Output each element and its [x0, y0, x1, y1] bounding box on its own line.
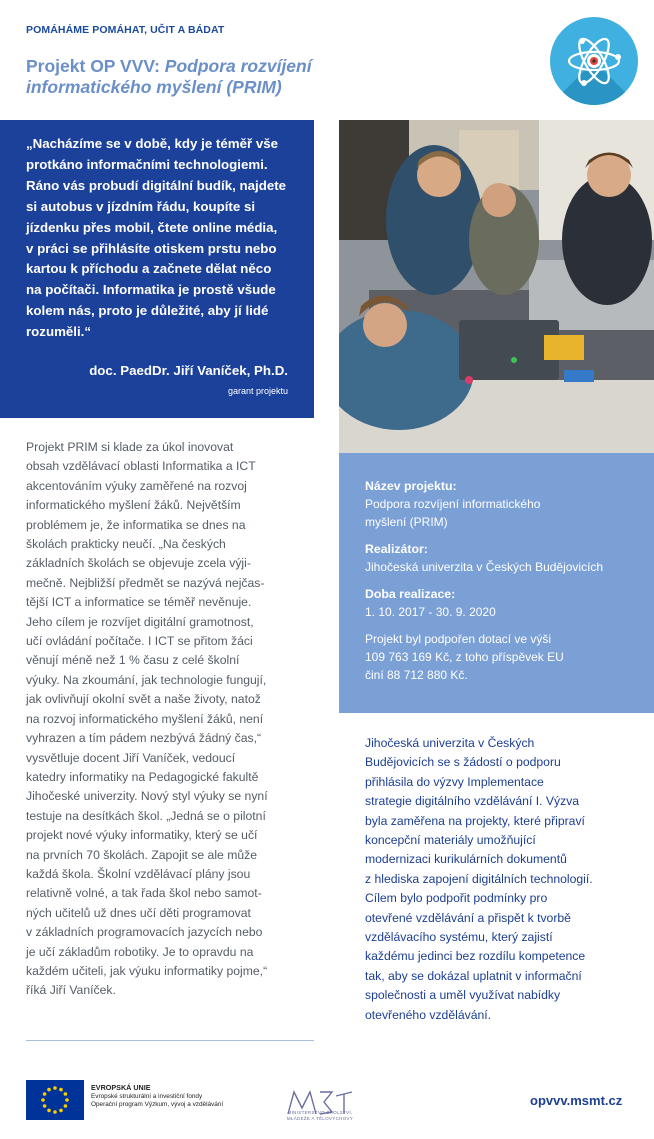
right-line: vzdělávacího systému, který zajistí: [365, 930, 553, 945]
duration-label: Doba realizace:: [365, 587, 456, 601]
title-italic-line1: Podpora rozvíjení: [164, 56, 312, 76]
quote-line: v práci se přihlásíte otiskem prstu nebo: [26, 240, 277, 256]
quote-line: kartou k příchodu a začnete dělat něco: [26, 261, 272, 277]
body-line: katedry informatiky na Pedagogické fakultě: [26, 769, 259, 784]
eu-line2: Evropské strukturální a investiční fondy: [91, 1092, 203, 1100]
body-line: testuje na desítkách škol. „Jedná se o pilotní: [26, 808, 266, 823]
eu-line1: EVROPSKÁ UNIE: [91, 1083, 151, 1092]
body-line: každá škola. Školní vzdělávací plány jsou: [26, 866, 251, 881]
body-line: říká Jiří Vaníček.: [26, 983, 116, 998]
quote-line: si autobus v jízdním řádu, koupíte si: [26, 198, 256, 214]
implementer-value: Jihočeská univerzita v Českých Budějovicích: [365, 560, 604, 574]
eu-caption: [91, 1084, 223, 1110]
right-line: koncepční materiály umožňující: [365, 833, 536, 848]
project-name-value: [365, 495, 630, 531]
body-line: Jihočeské univerzity. Nový styl výuky se nyní: [26, 789, 268, 804]
body-line: informatického myšlení žáků. Největším: [26, 498, 241, 513]
right-line: Budějovicích se s žádostí o podporu: [365, 755, 561, 770]
body-line: akcentováním výuky zaměřené na rozvoj: [26, 478, 247, 493]
article-body: [26, 438, 316, 1001]
call-description: [365, 734, 633, 1025]
photo-illustration: [339, 120, 654, 453]
msmt-line1: MINISTERSTVO ŠKOLSTVÍ,: [287, 1110, 353, 1115]
funding-line: 109 763 169 Kč, z toho příspěvek EU: [365, 650, 564, 664]
website-link[interactable]: opvvv.msmt.cz: [530, 1093, 623, 1108]
body-line: ných učitelů už dnes učí děti programovat: [26, 905, 251, 920]
funding-text: [365, 630, 630, 684]
body-line: relativně volné, a tak řada škol nebo samot-: [26, 886, 262, 901]
body-line: v základních programovacích jazycích nebo: [26, 925, 263, 940]
eu-stars: [26, 1080, 84, 1120]
body-line: vysvětluje docent Jiří Vaníček, vedoucí: [26, 750, 236, 765]
body-line: je učí základům robotiky. Je to opravdu na: [26, 944, 254, 959]
body-line: vyhrazen a tím pádem nezbývá žádný čas,“: [26, 731, 262, 746]
right-line: společnosti a uměl využívat nabídky: [365, 988, 561, 1003]
tagline: POMÁHÁME POMÁHAT, UČIT A BÁDAT: [26, 24, 225, 36]
body-line: na rozvoj informatického myšlení žáků, není: [26, 711, 264, 726]
body-line: každém učiteli, jak výuku informatiky pojme,“: [26, 963, 268, 978]
right-line: otevřené vzdělávání a přispět k tvorbě: [365, 910, 571, 925]
funding-line: Projekt byl podpořen dotací ve výši: [365, 632, 552, 646]
project-name-label: Název projektu:: [365, 479, 457, 493]
quote-line: kolem nás, proto je důležité, aby jí lidé: [26, 303, 269, 319]
body-line: obsah vzdělávací oblasti Informatika a ICT: [26, 459, 256, 474]
body-line: věnují méně než 1 % času z celé školní: [26, 653, 240, 668]
body-line: Jeho cílem je rozvíjet digitální gramotnost,: [26, 614, 254, 629]
right-line: Cílem bylo podpořit podmínky pro: [365, 891, 548, 906]
classroom-photo: [339, 120, 654, 453]
quote-line: „Nacházíme se v době, kdy je téměř vše: [26, 136, 279, 151]
msmt-line2: MLÁDEŽE A TĚLOVÝCHOVY: [286, 1115, 354, 1121]
body-line: školách prakticky neučí. „Na českých: [26, 537, 226, 552]
right-line: Jihočeská univerzita v Českých: [365, 736, 535, 750]
right-line: z hlediska zapojení digitálních technologií.: [365, 871, 593, 886]
atom-icon-glyph: [550, 17, 638, 105]
project-info-box: [339, 453, 654, 713]
right-line: otevřeného vzdělávání.: [365, 1007, 492, 1022]
right-line: strategie digitálního vzdělávání I. Výzva: [365, 794, 580, 809]
divider: [26, 1040, 314, 1041]
funding-line: činí 88 712 880 Kč.: [365, 668, 468, 682]
quote-text: [26, 134, 288, 343]
body-line: na prvních 70 školách. Zapojit se ale může: [26, 847, 258, 862]
project-name-line: Podpora rozvíjení informatického: [365, 497, 541, 511]
eu-flag-icon: [26, 1080, 84, 1120]
right-line: byla zaměřena na projekty, které připraví: [365, 813, 585, 828]
body-line: mečně. Nejbližší předmět se nazývá nejčas-: [26, 575, 265, 590]
msmt-caption: [270, 1110, 370, 1121]
body-line: základních školách se objevuje zcela výji-: [26, 556, 251, 571]
quote-line: rozuměli.“: [26, 324, 92, 340]
body-line: výuky. Na zkoumání, jak technologie fungují,: [26, 672, 267, 687]
right-line: tak, aby se dokázal uplatnit v informační: [365, 968, 582, 983]
body-line: učí ovládání počítače. I ICT se přitom žáci: [26, 634, 253, 649]
title-italic-line2: informatického myšlení (PRIM): [26, 77, 282, 97]
right-line: modernizaci kurikulárních dokumentů: [365, 852, 567, 867]
quote-line: Ráno vás probudí digitální budík, najdete: [26, 177, 287, 193]
body-line: tější ICT a informatice se téměř nevěnuje.: [26, 595, 252, 610]
implementer-label: Realizátor:: [365, 542, 428, 556]
eu-line3: Operační program Výzkum, vývoj a vzdělávání: [91, 1101, 224, 1109]
duration-value: 1. 10. 2017 - 30. 9. 2020: [365, 605, 496, 619]
page-title: [26, 56, 346, 98]
body-line: problémem je, že informatika se dnes na: [26, 517, 246, 532]
right-line: každému jedinci bez rozdílu kompetence: [365, 949, 586, 964]
project-name-line: myšlení (PRIM): [365, 515, 448, 529]
right-line: přihlásila do výzvy Implementace: [365, 774, 544, 789]
quote-line: na počítači. Informatika je prostě všude: [26, 282, 276, 298]
quote-line: protkáno informačními technologiemi.: [26, 156, 268, 172]
quote-line: jízdenku přes mobil, čtete online média,: [26, 219, 278, 235]
body-line: projekt nové výuky informatiky, který se učí: [26, 828, 258, 843]
quote-author: doc. PaedDr. Jiří Vaníček, Ph.D.: [89, 363, 288, 379]
quote-author-role: garant projektu: [227, 386, 288, 397]
body-line: jak ovlivňují okolní svět a naše životy, natož: [26, 692, 261, 707]
atom-icon: [550, 17, 638, 105]
body-line: Projekt PRIM si klade za úkol inovovat: [26, 440, 234, 454]
title-prefix: Projekt OP VVV:: [26, 56, 165, 76]
quote-box: [0, 120, 314, 418]
